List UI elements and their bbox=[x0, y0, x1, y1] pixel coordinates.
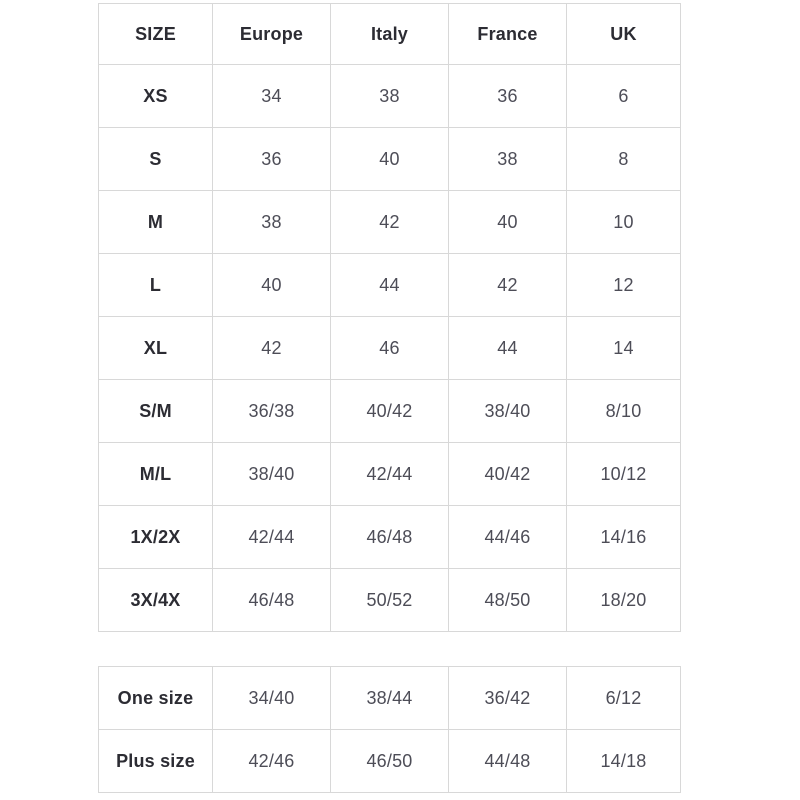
column-header-size: SIZE bbox=[99, 4, 213, 65]
row-value-cell: 34/40 bbox=[213, 667, 331, 730]
row-value-cell: 38 bbox=[213, 191, 331, 254]
row-value-cell: 42 bbox=[449, 254, 567, 317]
row-value-cell: 38 bbox=[449, 128, 567, 191]
table-row bbox=[99, 443, 681, 506]
column-header-uk: UK bbox=[567, 4, 681, 65]
row-size-label: 1X/2X bbox=[99, 506, 213, 569]
row-size-label: M bbox=[99, 191, 213, 254]
row-value-cell: 46/48 bbox=[213, 569, 331, 632]
row-size-label: L bbox=[99, 254, 213, 317]
row-value-cell: 40 bbox=[331, 128, 449, 191]
row-value-cell: 8 bbox=[567, 128, 681, 191]
row-value-cell: 38/40 bbox=[449, 380, 567, 443]
row-value-cell: 12 bbox=[567, 254, 681, 317]
row-value-cell: 10/12 bbox=[567, 443, 681, 506]
row-value-cell: 34 bbox=[213, 65, 331, 128]
row-value-cell: 36 bbox=[449, 65, 567, 128]
row-value-cell: 38 bbox=[331, 65, 449, 128]
column-header-europe: Europe bbox=[213, 4, 331, 65]
size-conversion-table bbox=[98, 3, 680, 632]
row-value-cell: 14 bbox=[567, 317, 681, 380]
row-size-label: XL bbox=[99, 317, 213, 380]
row-value-cell: 40/42 bbox=[331, 380, 449, 443]
row-value-cell: 14/16 bbox=[567, 506, 681, 569]
row-value-cell: 42 bbox=[331, 191, 449, 254]
row-size-label: Plus size bbox=[99, 730, 213, 793]
table-row bbox=[99, 191, 681, 254]
secondary-size-table bbox=[98, 666, 681, 793]
one-size-plus-size-table bbox=[98, 666, 680, 793]
table-row bbox=[99, 317, 681, 380]
row-value-cell: 18/20 bbox=[567, 569, 681, 632]
table-row bbox=[99, 730, 681, 793]
row-value-cell: 42 bbox=[213, 317, 331, 380]
row-value-cell: 44/46 bbox=[449, 506, 567, 569]
row-value-cell: 44 bbox=[331, 254, 449, 317]
row-value-cell: 48/50 bbox=[449, 569, 567, 632]
row-value-cell: 8/10 bbox=[567, 380, 681, 443]
main-size-table-body bbox=[99, 65, 681, 632]
row-value-cell: 6/12 bbox=[567, 667, 681, 730]
main-size-table bbox=[98, 3, 681, 632]
row-value-cell: 40 bbox=[213, 254, 331, 317]
row-size-label: XS bbox=[99, 65, 213, 128]
row-value-cell: 50/52 bbox=[331, 569, 449, 632]
table-row bbox=[99, 380, 681, 443]
row-value-cell: 38/40 bbox=[213, 443, 331, 506]
row-value-cell: 42/44 bbox=[331, 443, 449, 506]
row-value-cell: 46/50 bbox=[331, 730, 449, 793]
row-value-cell: 46/48 bbox=[331, 506, 449, 569]
table-row bbox=[99, 65, 681, 128]
row-value-cell: 40 bbox=[449, 191, 567, 254]
row-size-label: One size bbox=[99, 667, 213, 730]
row-value-cell: 42/44 bbox=[213, 506, 331, 569]
secondary-size-table-body bbox=[99, 667, 681, 793]
row-value-cell: 14/18 bbox=[567, 730, 681, 793]
table-row bbox=[99, 254, 681, 317]
row-value-cell: 36/42 bbox=[449, 667, 567, 730]
row-value-cell: 46 bbox=[331, 317, 449, 380]
table-row bbox=[99, 506, 681, 569]
row-value-cell: 38/44 bbox=[331, 667, 449, 730]
row-value-cell: 44/48 bbox=[449, 730, 567, 793]
row-size-label: M/L bbox=[99, 443, 213, 506]
table-row bbox=[99, 667, 681, 730]
table-row bbox=[99, 128, 681, 191]
row-value-cell: 44 bbox=[449, 317, 567, 380]
row-value-cell: 36/38 bbox=[213, 380, 331, 443]
row-size-label: S bbox=[99, 128, 213, 191]
row-value-cell: 40/42 bbox=[449, 443, 567, 506]
row-value-cell: 6 bbox=[567, 65, 681, 128]
column-header-france: France bbox=[449, 4, 567, 65]
header-row bbox=[99, 4, 681, 65]
column-header-italy: Italy bbox=[331, 4, 449, 65]
table-row bbox=[99, 569, 681, 632]
row-size-label: 3X/4X bbox=[99, 569, 213, 632]
row-value-cell: 42/46 bbox=[213, 730, 331, 793]
row-value-cell: 10 bbox=[567, 191, 681, 254]
row-value-cell: 36 bbox=[213, 128, 331, 191]
row-size-label: S/M bbox=[99, 380, 213, 443]
